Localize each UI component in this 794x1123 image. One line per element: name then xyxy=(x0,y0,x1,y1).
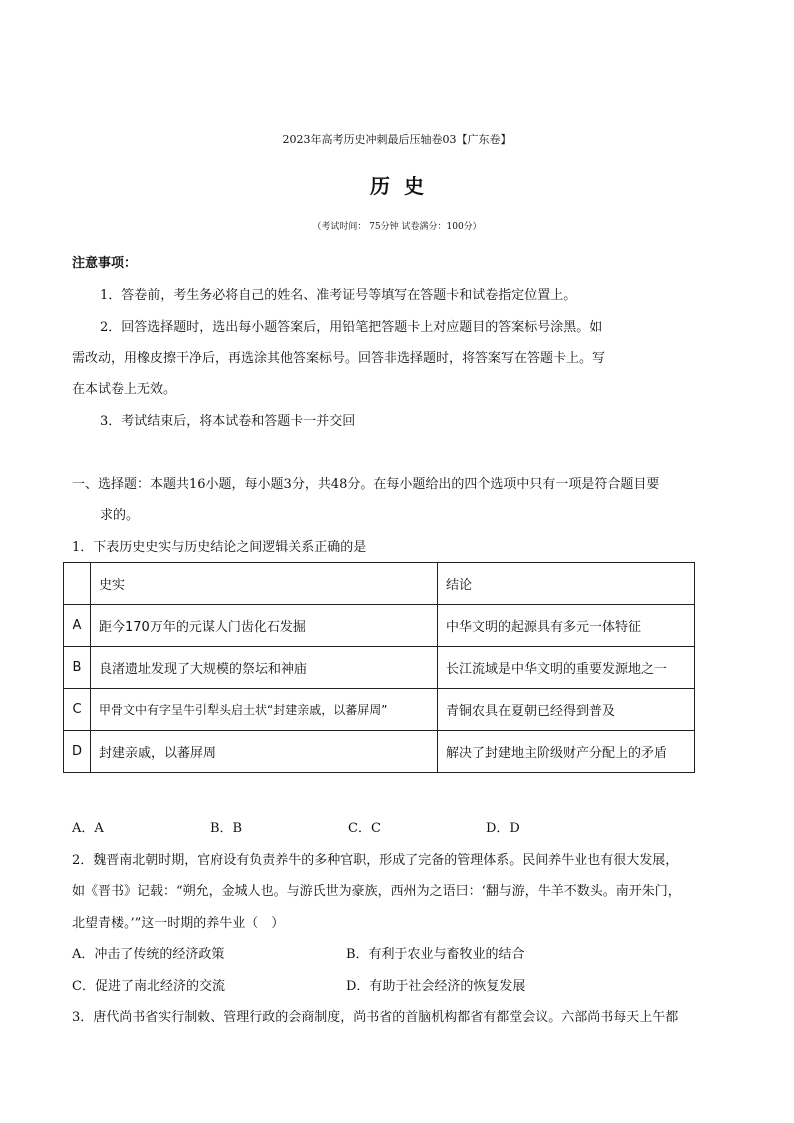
notice-item-2-line-1: 2．回答选择题时，选出每小题答案后，用铅笔把答题卡上对应题目的答案标号涂黑。如 xyxy=(100,320,603,335)
table-row xyxy=(64,605,695,647)
table-header-conclusion: 结论 xyxy=(438,563,695,605)
question-2-line-1: 2．魏晋南北朝时期，官府设有负责养牛的多种官职，形成了完备的管理体系。民间养牛业也有很大发展， xyxy=(72,853,679,868)
notice-item-2-line-3: 在本试卷上无效。 xyxy=(72,382,177,397)
table-header-label xyxy=(64,563,91,605)
row-conclusion: 中华文明的起源具有多元一体特征 xyxy=(438,605,695,647)
question-3-line-1: 3．唐代尚书省实行制敕、管理行政的会商制度，尚书省的首脑机构都省有都堂会议。六部尚书每天上午都 xyxy=(72,1010,679,1025)
q2-option-b: B．有利于农业与畜牧业的结合 xyxy=(346,947,525,962)
q2-option-d: D．有助于社会经济的恢复发展 xyxy=(346,979,526,994)
q1-option-d: D．D xyxy=(486,821,520,836)
row-conclusion: 解决了封建地主阶级财产分配上的矛盾 xyxy=(438,731,695,773)
row-label: A xyxy=(64,605,91,647)
exam-title: 2023年高考历史冲刺最后压轴卷03【广东卷】 xyxy=(282,133,512,146)
q1-option-c: C．C xyxy=(348,821,381,836)
row-fact: 甲骨文中有字呈牛引犁头启土状“封建亲戚，以蕃屏周” xyxy=(91,689,438,731)
row-label: B xyxy=(64,647,91,689)
row-label: D xyxy=(64,731,91,773)
notice-title: 注意事项： xyxy=(72,256,138,271)
row-label: C xyxy=(64,689,91,731)
row-fact: 距今170万年的元谋人门齿化石发掘 xyxy=(91,605,438,647)
question-2-line-3: 北望青楼。’”这一时期的养牛业（ ） xyxy=(72,916,285,931)
row-fact: 封建亲戚，以蕃屏周 xyxy=(91,731,438,773)
notice-item-3: 3．考试结束后，将本试卷和答题卡一并交回 xyxy=(100,414,356,429)
table-header-fact: 史实 xyxy=(91,563,438,605)
notice-item-1: 1．答卷前，考生务必将自己的姓名、准考证号等填写在答题卡和试卷指定位置上。 xyxy=(100,288,577,303)
q1-option-a: A．A xyxy=(72,821,104,836)
exam-info: （考试时间： 75分钟 试卷满分：100分） xyxy=(312,222,482,232)
q2-option-a: A．冲击了传统的经济政策 xyxy=(72,947,225,962)
table-row xyxy=(64,689,695,731)
q2-option-c: C．促进了南北经济的交流 xyxy=(72,979,225,994)
row-conclusion: 青铜农具在夏朝已经得到普及 xyxy=(438,689,695,731)
notice-item-2-line-2: 需改动，用橡皮擦干净后，再选涂其他答案标号。回答非选择题时，将答案写在答题卡上。写 xyxy=(72,351,606,366)
table-row xyxy=(64,731,695,773)
question-2-line-2: 如《晋书》记载：“朔允，金城人也。与游氏世为豪族，西州为之语曰：‘翻与游，牛羊不数头。南开朱门， xyxy=(72,884,681,899)
table-header-row xyxy=(64,563,695,605)
q1-option-b: B．B xyxy=(210,821,243,836)
question-1-stem: 1．下表历史史实与历史结论之间逻辑关系正确的是 xyxy=(72,540,367,555)
section-instructions-line-1: 一、选择题：本题共16小题，每小题3分，共48分。在每小题给出的四个选项中只有一项是符合题目要 xyxy=(72,477,660,492)
subject-heading: 历史 xyxy=(370,174,438,198)
row-fact: 良渚遗址发现了大规模的祭坛和神庙 xyxy=(91,647,438,689)
table-row xyxy=(64,647,695,689)
row-conclusion: 长江流域是中华文明的重要发源地之一 xyxy=(438,647,695,689)
question-1-table xyxy=(63,562,695,773)
section-instructions-line-2: 求的。 xyxy=(100,508,140,523)
